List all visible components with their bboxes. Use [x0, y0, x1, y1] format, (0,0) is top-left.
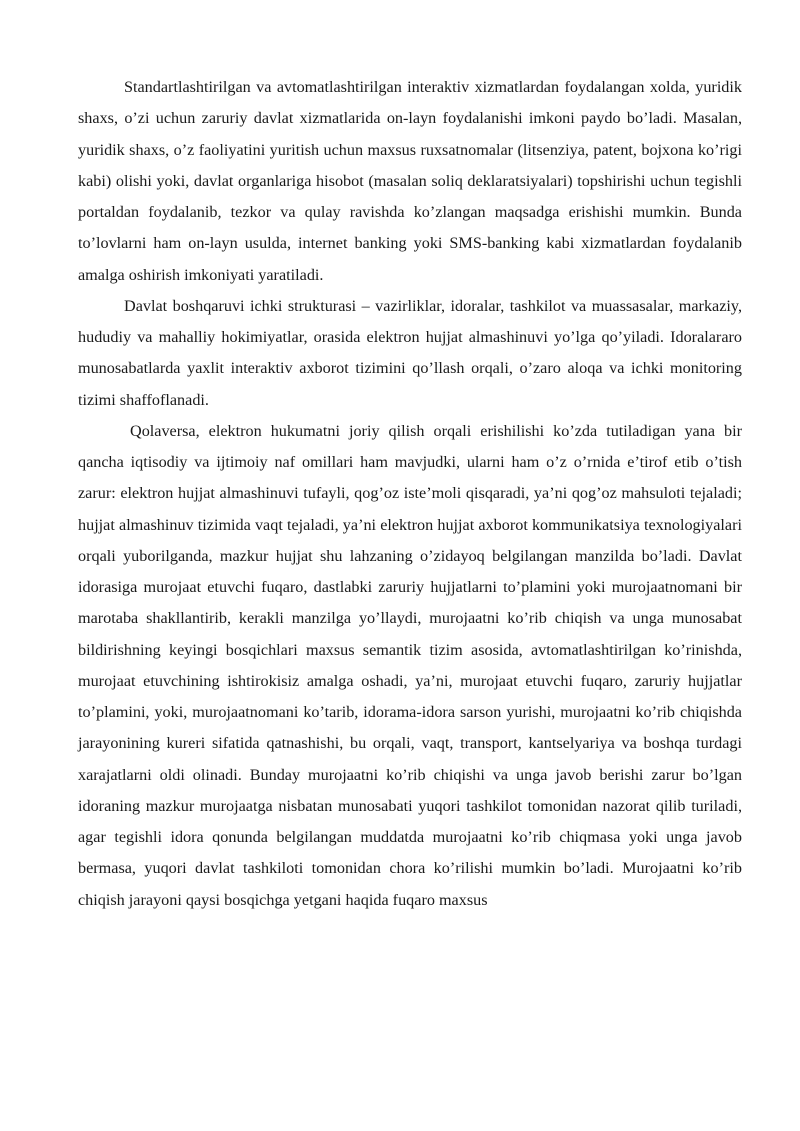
- paragraph-3: Qolaversa, elektron hukumatni joriy qilish orqali erishilishi ko’zda tutiladigan yana bir qancha iqtisodiy va ijtimoiy naf omillari ham mavjudki, ularni ham o’z o’rnida e’tirof etib o’tish zarur: elektron hujjat almashinuvi tufayli, qog’oz iste’moli qisqaradi, ya’ni qog’oz mahsuloti tejaladi; hujjat almashinuv tizimida vaqt tejaladi, ya’ni elektron hujjat axborot kommunikatsiya texnologiyalari orqali yuborilganda, mazkur hujjat shu lahzaning o’zidayoq belgilangan manzilda bo’ladi. Davlat idorasiga murojaat etuvchi fuqaro, dastlabki zaruriy hujjatlarni to’plamini yoki murojaatnomani bir marotaba shakllantirib, kerakli manzilga yo’llaydi, murojaatni ko’rib chiqish va unga munosabat bildirishning keyingi bosqichlari maxsus semantik tizim asosida, avtomatlashtirilgan ko’rinishda, murojaat etuvchining ishtirokisiz amalga oshadi, ya’ni, murojaat etuvchi fuqaro, zaruriy hujjatlar to’plamini, yoki, murojaatnomani ko’tarib, idorama-idora sarson yurishi, murojaatni ko’rib chiqishda jarayonining kureri sifatida qatnashishi, bu orqali, vaqt, transport, kantselyariya va boshqa turdagi xarajatlarni oldi olinadi. Bunday murojaatni ko’rib chiqishi va unga javob berishi zarur bo’lgan idoraning mazkur murojaatga nisbatan munosabati yuqori tashkilot tomonidan nazorat qilib turiladi, agar tegishli idora qonunda belgilangan muddatda murojaatni ko’rib chiqmasa yoki unga javob bermasa, yuqori davlat tashkiloti tomonidan chora ko’rilishi mumkin bo’ladi. Murojaatni ko’rib chiqish jarayoni qaysi bosqichga yetgani haqida fuqaro maxsus: [78, 421, 742, 909]
- paragraph-2: Davlat boshqaruvi ichki strukturasi – vazirliklar, idoralar, tashkilot va muassasalar, markaziy, hududiy va mahalliy hokimiyatlar, orasida elektron hujjat almashinuvi yo’lga qo’yiladi. Idoralararo munosabatlarda yaxlit interaktiv axborot tizimini qo’llash orqali, o’zaro aloqa va ichki monitoring tizimi shaffoflanadi.: [78, 296, 742, 409]
- paragraph-1: Standartlashtirilgan va avtomatlashtirilgan interaktiv xizmatlardan foydalangan xolda, yuridik shaxs, o’zi uchun zaruriy davlat xizmatlarida on-layn foydalanishi imkoni paydo bo’ladi. Masalan, yuridik shaxs, o’z faoliyatini yuritish uchun maxsus ruxsatnomalar (litsenziya, patent, bojxona ko’rigi kabi) olishi yoki, davlat organlariga hisobot (masalan soliq deklaratsiyalari) topshirishi uchun tegishli portaldan foydalanib, tezkor va qulay ravishda ko’zlangan maqsadga erishishi mumkin. Bunda to’lovlarni ham on-layn usulda, internet banking yoki SMS-banking kabi xizmatlardan foydalanib amalga oshirish imkoniyati yaratiladi.: [78, 78, 742, 284]
- document-page: [78, 72, 742, 916]
